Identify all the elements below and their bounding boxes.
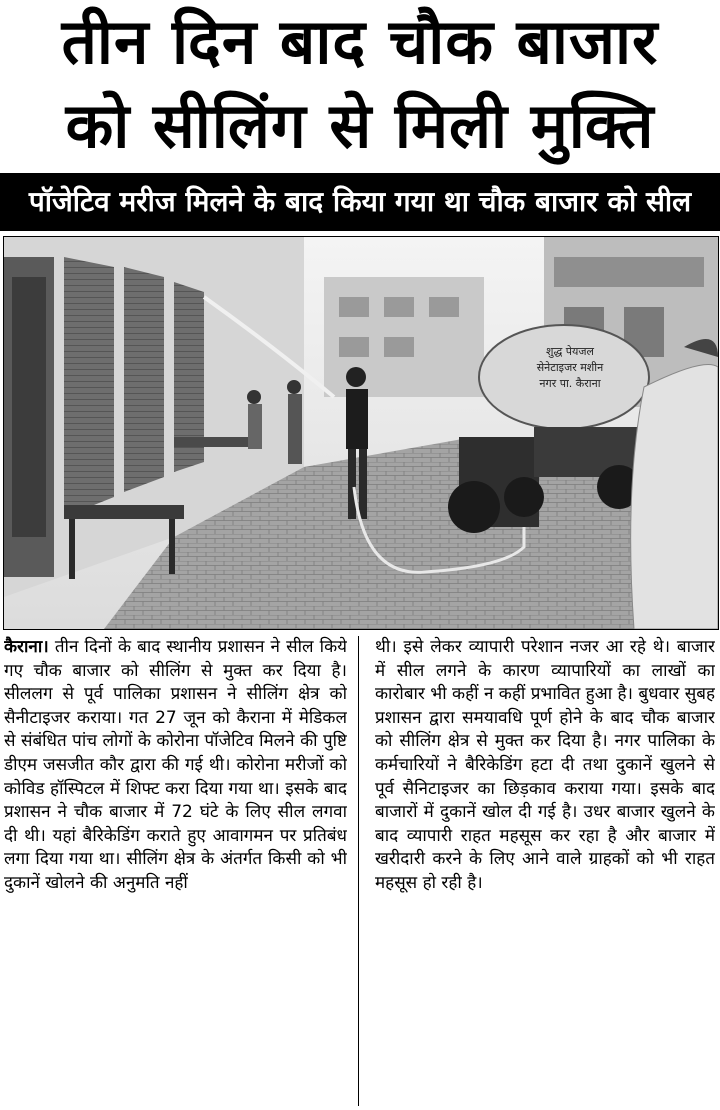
article-body-1: तीन दिनों के बाद स्थानीय प्रशासन ने सील किये गए चौक बाजार को सीलिंग से मुक्त कर दिया है। सीललग से पूर्व पालिका प्रशासन ने सीलिंग क्षेत्र को सैनीटाइजर कराया। गत 27 जून को कैराना में मेडिकल से संबंधित पांच लोगों के कोरोना पॉजेटिव मिलने की पुष्टि डीएम जसजीत कौर द्वारा की गई थी। कोरोना मरीजों को कोविड हॉस्पिटल में शिफ्ट करा दिया गया था। इसके बाद प्रशासन ने चौक बाजार में 72 घंटे के लिए सील लगवा दी थी। यहां बैरिकेडिंग कराते हुए आवागमन पर प्रतिबंध लगा दिया गया था। सीलिंग क्षेत्र के अंतर्गत किसी को भी दुकानें खोलने की अनुमति नहीं [4,637,347,893]
subheadline-banner: पॉजेटिव मरीज मिलने के बाद किया गया था चौक बाजार को सील [0,173,720,231]
dateline: कैराना। [4,637,49,657]
article-body-2: थी। इसे लेकर व्यापारी परेशान नजर आ रहे थे। बाजार में सील लगने के कारण व्यापारियों का लाखों का कारोबार भी कहीं न कहीं प्रभावित हुआ है। बुधवार सुबह प्रशासन द्वारा समयावधि पूर्ण होने के बाद चौक बाजार को सीलिंग क्षेत्र से मुक्त कर दिया है। नगर पालिका के कर्मचारियों ने बैरिकेडिंग हटा दी तथा दुकानें खुलने से पूर्व सैनिटाइजर का छिड़काव कराया गया। इसके बाद बाजारों में दुकानें खोल दी गई है। उधर बाजार खुलने के बाद व्यापारी राहत महसूस कर रहा है और बाजार में खरीदारी करने के लिए आने वाले ग्राहकों को भी राहत महसूस हो रही है। [375,637,715,893]
headline-line-1: तीन दिन बाद चौक बाजार [61,5,659,78]
tanker-text-3: नगर पा. कैराना [539,377,601,390]
column-divider [358,636,359,1106]
tanker-text-2: सेनेटाइजर मशीन [536,361,604,374]
headline [0,0,720,170]
news-photo [3,236,719,630]
article-column-2 [375,636,715,1110]
headline-line-2: को सीलिंग से मिली मुक्ति [65,89,655,162]
tanker-text-1: शुद्ध पेयजल [545,345,595,358]
article-column-1 [4,636,347,1110]
